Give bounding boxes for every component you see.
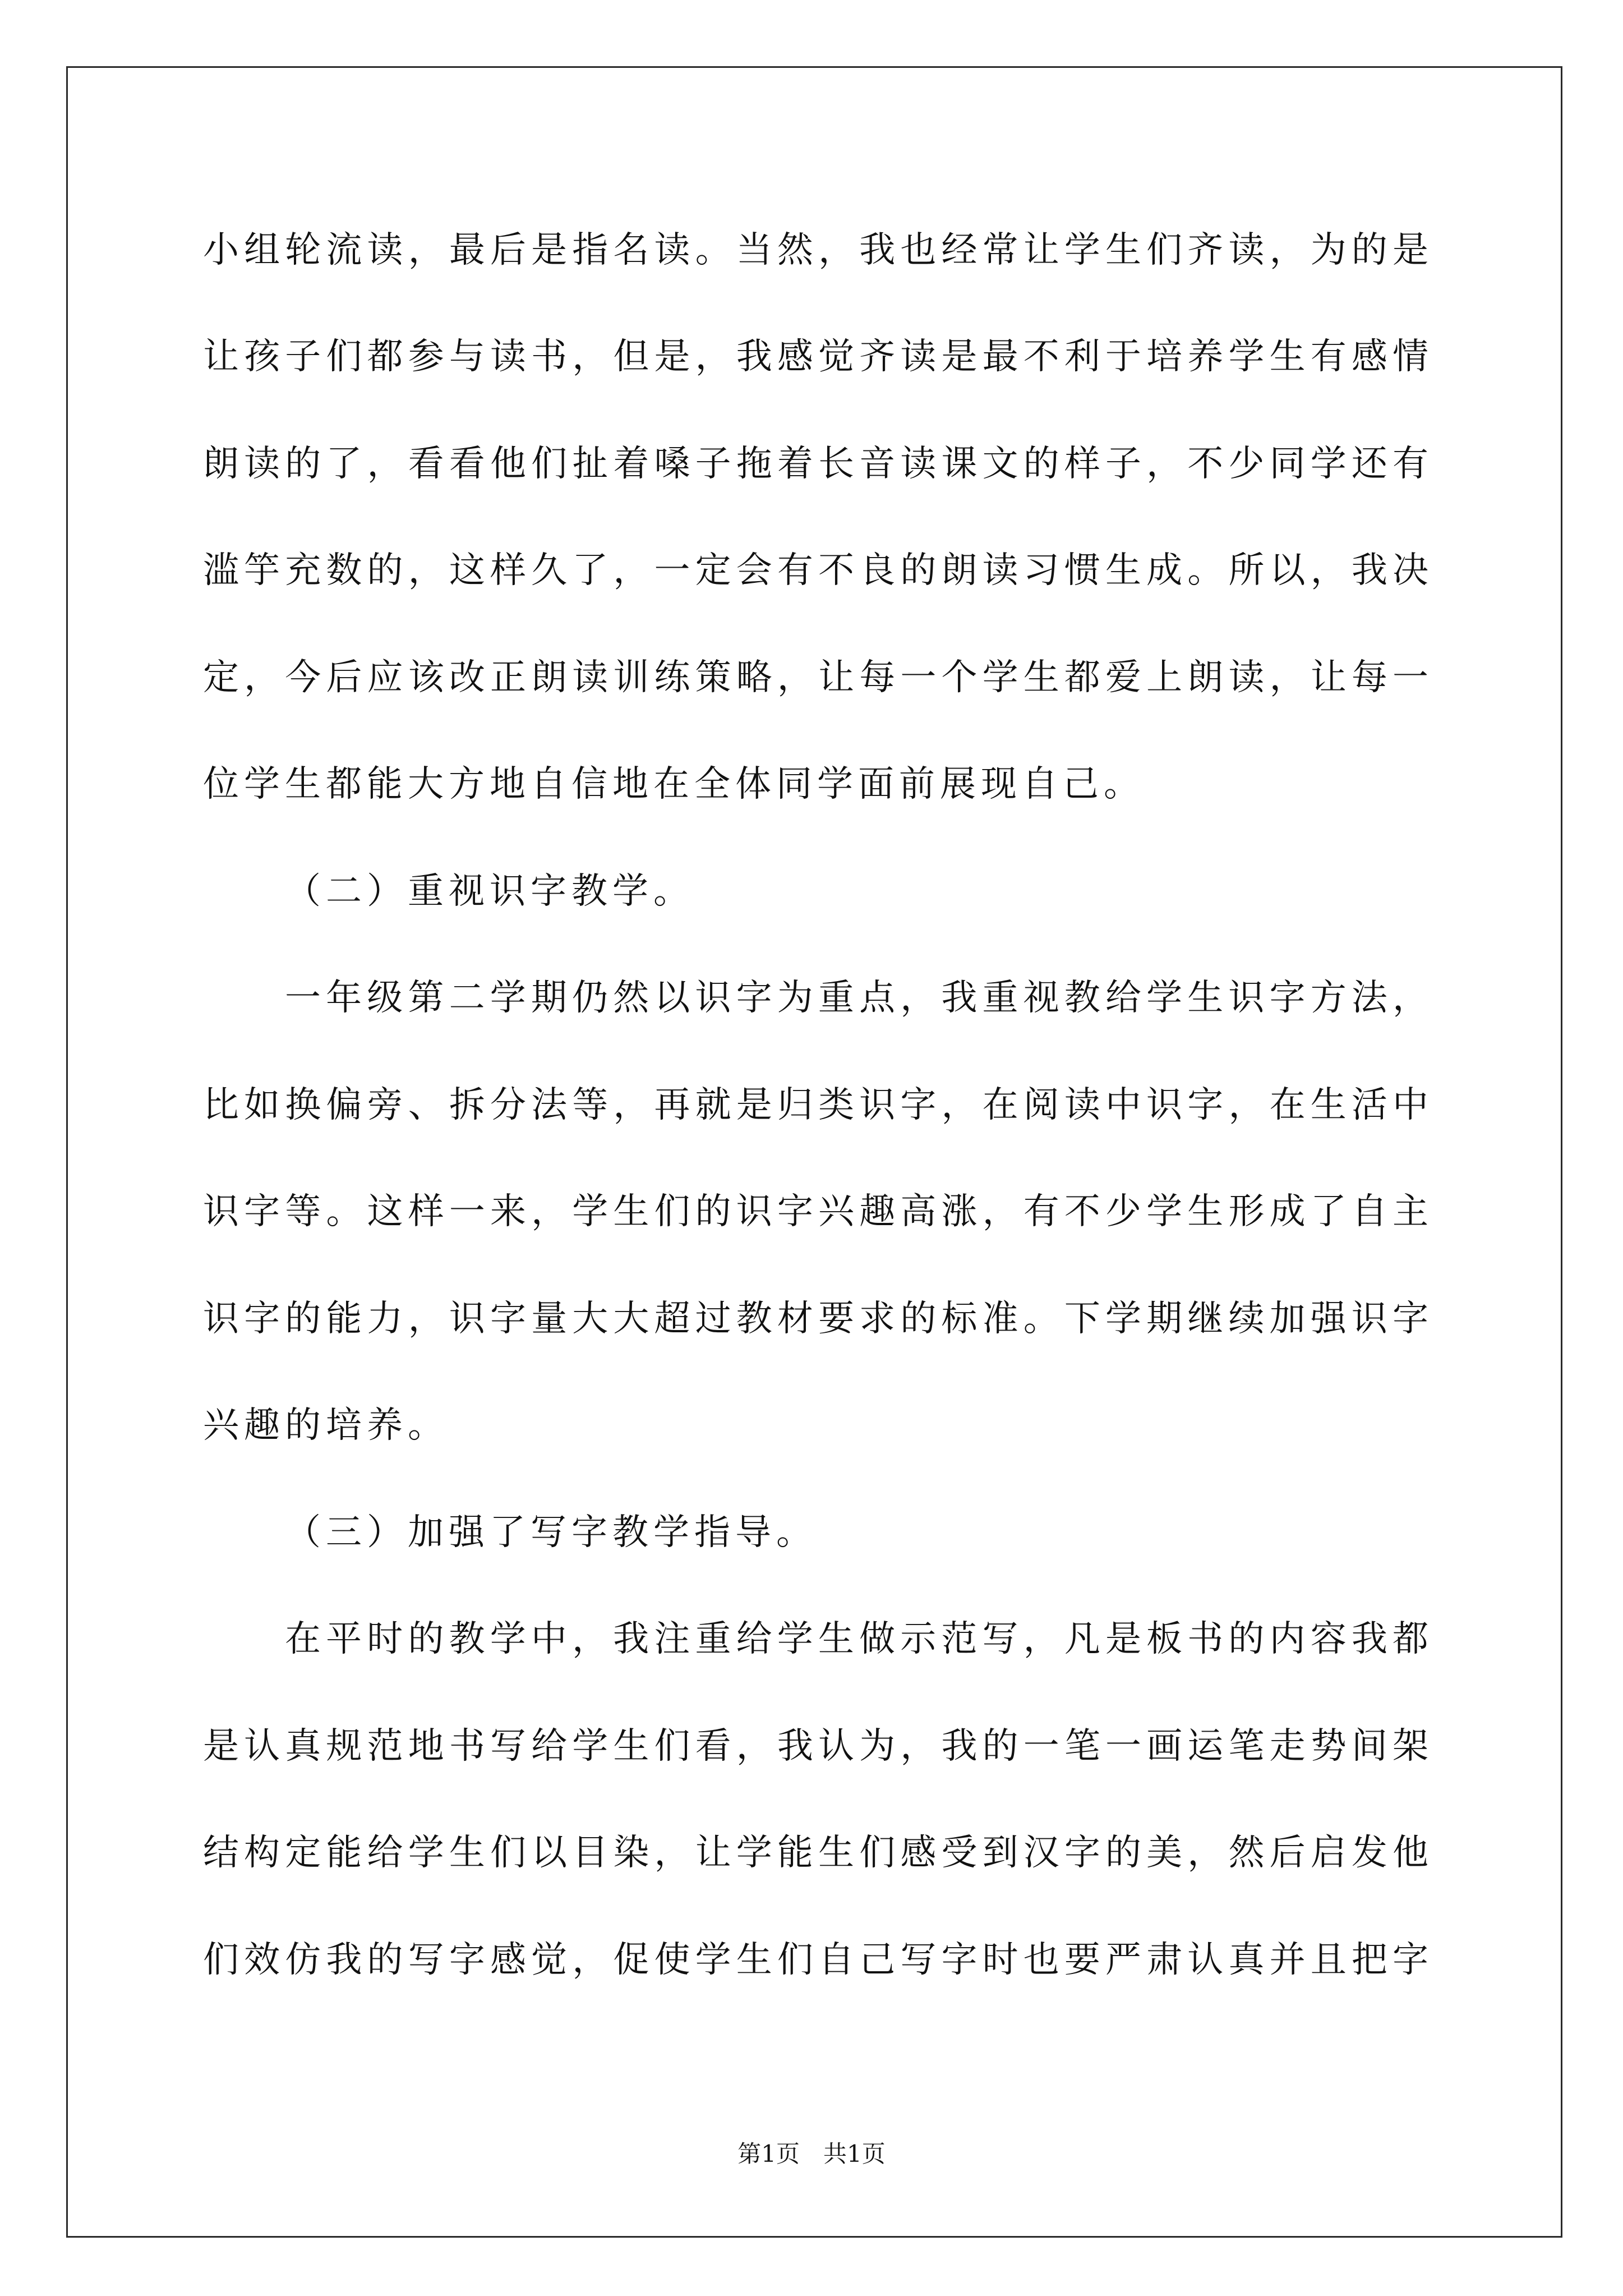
body-line: 识字等。这样一来，学生们的识字兴趣高涨，有不少学生形成了自主: [203, 1191, 1433, 1232]
body-line: 定，今后应该改正朗读训练策略，让每一个学生都爱上朗读，让每一: [203, 657, 1433, 698]
body-line: 们效仿我的写字感觉，促使学生们自己写字时也要严肃认真并且把字: [203, 1939, 1433, 1981]
body-line: 在平时的教学中，我注重给学生做示范写，凡是板书的内容我都: [285, 1618, 1433, 1660]
page-border: [66, 66, 1562, 2238]
body-line: 让孩子们都参与读书，但是，我感觉齐读是最不利于培养学生有感情: [203, 336, 1433, 378]
page-footer: 第1页 共1页: [737, 2140, 886, 2168]
body-line: 兴趣的培养。: [203, 1405, 449, 1446]
body-line: 一年级第二学期仍然以识字为重点，我重视教给学生识字方法，: [285, 977, 1433, 1019]
body-line: 结构定能给学生们以目染，让学能生们感受到汉字的美，然后启发他: [203, 1832, 1433, 1874]
body-line: 小组轮流读，最后是指名读。当然，我也经常让学生们齐读，为的是: [203, 229, 1433, 271]
body-line: 识字的能力，识字量大大超过教材要求的标准。下学期继续加强识字: [203, 1298, 1433, 1340]
body-line: 滥竽充数的，这样久了，一定会有不良的朗读习惯生成。所以，我决: [203, 550, 1433, 591]
body-line: 是认真规范地书写给学生们看，我认为，我的一笔一画运笔走势间架: [203, 1726, 1433, 1767]
section-heading: （二）重视识字教学。: [285, 871, 694, 912]
body-line: 朗读的了，看看他们扯着嗓子拖着长音读课文的样子，不少同学还有: [203, 443, 1433, 485]
section-heading: （三）加强了写字教学指导。: [285, 1512, 817, 1553]
body-line: 位学生都能大方地自信地在全体同学面前展现自己。: [203, 763, 1145, 805]
body-line: 比如换偏旁、拆分法等，再就是归类识字，在阅读中识字，在生活中: [203, 1084, 1433, 1126]
